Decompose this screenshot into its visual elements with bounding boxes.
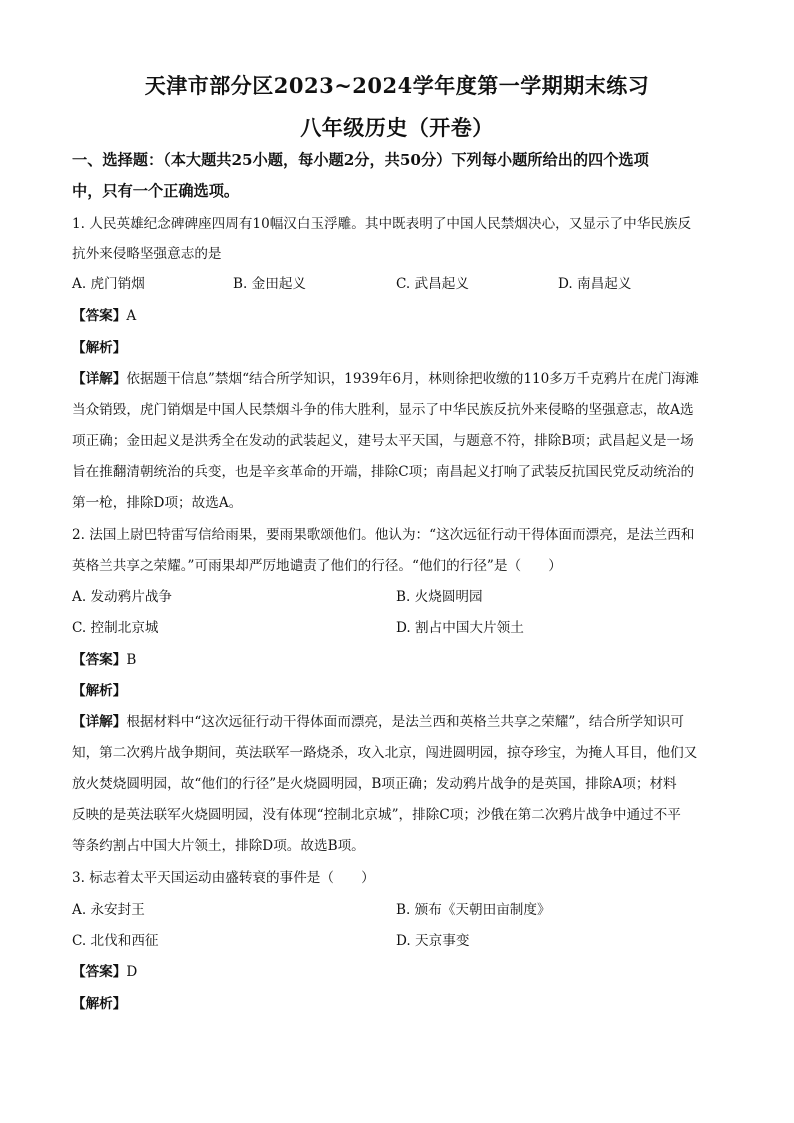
answer-tag: 【答案】 <box>72 964 127 980</box>
q2-option-c: C. 控制北京城 <box>72 620 159 636</box>
q2-option-b: B. 火烧圆明园 <box>396 589 483 605</box>
q3-option-a: A. 永安封王 <box>72 902 145 918</box>
q3-answer <box>72 962 137 982</box>
q1-option-c: C. 武昌起义 <box>396 276 469 292</box>
q2-detail-line3: 放火焚烧圆明园，故“他们的行径”是火烧圆明园，B项正确；发动鸦片战争的是英国，排除A项；材料 <box>72 776 677 792</box>
detail-tag: 【详解】 <box>72 371 127 387</box>
q2-option-d: D. 割占中国大片领土 <box>396 620 524 636</box>
detail-tag: 【详解】 <box>72 714 127 730</box>
q1-stem-line2: 抗外来侵略坚强意志的是 <box>72 246 222 262</box>
q3-option-b: B. 颁布《天朝田亩制度》 <box>396 902 551 918</box>
section-heading-line2: 中，只有一个正确选项。 <box>72 182 240 200</box>
section-heading-line1: 一、选择题：（本大题共25小题，每小题2分，共50分）下列每小题所给出的四个选项 <box>72 151 649 169</box>
analysis-tag: 【解析】 <box>72 683 127 699</box>
q1-answer <box>72 306 136 326</box>
q2-detail-line5: 等条约割占中国大片领土，排除D项。故选B项。 <box>72 838 365 854</box>
answer-tag: 【答案】 <box>72 652 127 668</box>
q1-option-d: D. 南昌起义 <box>558 276 632 292</box>
q1-stem-line1: 1. 人民英雄纪念碑碑座四周有10幅汉白玉浮雕。其中既表明了中国人民禁烟决心，又显示了中华民族反 <box>72 216 692 232</box>
q1-detail-line1 <box>72 369 699 389</box>
q1-analysis-tag <box>72 338 126 358</box>
q2-option-a: A. 发动鸦片战争 <box>72 589 173 605</box>
exam-subtitle: 八年级历史（开卷） <box>300 115 494 140</box>
answer-value: B <box>126 652 137 668</box>
analysis-tag: 【解析】 <box>72 996 127 1012</box>
exam-title: 天津市部分区2023~2024学年度第一学期期末练习 <box>144 73 650 98</box>
q2-detail-line2: 知，第二次鸦片战争期间，英法联军一路烧杀，攻入北京，闯进圆明园，掠夺珍宝，为掩人耳目，他们又 <box>72 745 698 761</box>
detail-text: 依据题干信息”禁烟“结合所学知识，1939年6月，林则徐把收缴的110多万千克鸦片在虎门海滩 <box>126 371 699 387</box>
q2-analysis-tag <box>72 681 126 701</box>
q3-analysis-tag <box>72 994 126 1014</box>
q1-option-a: A. 虎门销烟 <box>72 276 145 292</box>
q2-detail-line1 <box>72 712 684 732</box>
q1-detail-line4: 旨在推翻清朝统治的兵变，也是辛亥革命的开端，排除C项；南昌起义打响了武装反抗国民党反动统治的 <box>72 464 695 480</box>
q3-option-d: D. 天京事变 <box>396 933 470 949</box>
analysis-tag: 【解析】 <box>72 340 127 356</box>
q2-detail-line4: 反映的是英法联军火烧圆明园，没有体现“控制北京城”，排除C项；沙俄在第二次鸦片战争中通过不平 <box>72 807 681 823</box>
answer-value: D <box>126 964 138 980</box>
q3-stem-line1: 3. 标志着太平天国运动由盛转衰的事件是（ ） <box>72 870 375 886</box>
q3-option-c: C. 北伐和西征 <box>72 933 159 949</box>
answer-value: A <box>126 308 137 324</box>
q2-stem-line2: 英格兰共享之荣耀。”可雨果却严厉地谴责了他们的行径。“他们的行径”是（ ） <box>72 558 562 574</box>
q1-detail-line3: 项正确；金田起义是洪秀全在发动的武装起义，建号太平天国，与题意不符，排除B项；武昌起义是一场 <box>72 433 694 449</box>
q2-stem-line1: 2. 法国上尉巴特雷写信给雨果，要雨果歌颂他们。他认为：“这次远征行动干得体面而漂亮，是法兰西和 <box>72 527 695 543</box>
detail-text: 根据材料中“这次远征行动干得体面而漂亮，是法兰西和英格兰共享之荣耀”，结合所学知识可 <box>126 714 685 730</box>
q2-answer <box>72 650 136 670</box>
q1-detail-line5: 第一枪，排除D项；故选A。 <box>72 495 243 511</box>
q1-detail-line2: 当众销毁，虎门销烟是中国人民禁烟斗争的伟大胜利，显示了中华民族反抗外来侵略的坚强意志，故A选 <box>72 402 694 418</box>
q1-option-b: B. 金田起义 <box>233 276 307 292</box>
answer-tag: 【答案】 <box>72 308 127 324</box>
section-heading <box>72 145 732 207</box>
